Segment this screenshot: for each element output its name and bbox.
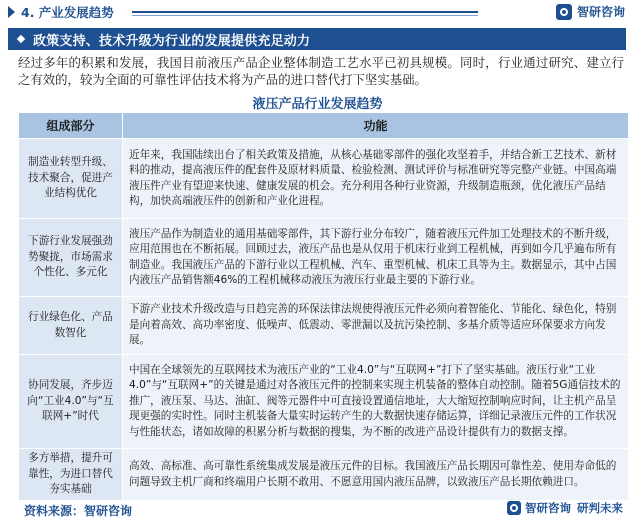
row-function-cell: 下游产业技术升级改造与日趋完善的环保法律法规使得液压元件必须向着智能化、节能化、绿色化，特别是向着高效、高功率密度、低噪声、低震动、零泄漏以及抗污染控制、多基介质等适应环保要求方向发展。 (123, 297, 629, 355)
section-title: 4. 产业发展趋势 (21, 5, 114, 20)
chevron-right-icon (8, 6, 15, 18)
footer-slogan: 研判未来 (577, 501, 623, 515)
source-note: 资料来源：智研咨询 (24, 504, 133, 518)
header-divider-thin (132, 15, 478, 16)
table-row (19, 449, 629, 501)
row-function-cell: 中国在全球领先的互联网技术为液压产业的“工业4.0”与“互联网+”打下了坚实基础。液压行业“工业4.0”与“互联网+”的关键是通过对各液压元件的控制来实现主机装备的整体自动控制。随着5G通信技术的推广，液压泵、马达、油缸、阀等元器件中可直接设置通信地址，大大缩短控制响应时间，让主机产品呈现更强的实时性。同时主机装备大量实时运转产生的大数据快速存储运算，详细记录液压元件的工作状况与性能状态，诸如故障的积累分析与数据的搜集，为不断的改进产品设计提供有力的数据支撑。 (123, 355, 629, 449)
trend-table (18, 112, 629, 501)
top-header (0, 0, 635, 24)
zhiyan-logo-icon (507, 501, 521, 515)
row-part-cell: 行业绿色化、产品数智化 (19, 297, 123, 355)
table-header-row (19, 113, 629, 139)
column-header-function: 功能 (123, 113, 629, 139)
row-function-cell: 近年来，我国陆续出台了相关政策及措施，从核心基础零部件的强化攻坚着手，并结合新工艺技术、新材料的推动，提高液压件的配套件及原材料质量、检验检测、测试评价与标准研究等完整产业链。中国高端液压件产业有望迎来快速、健康发展的机会。充分利用各种行业资源，升级制造瓶颈，优化液压产品结构，加快高端液压件的创新和产业化进程。 (123, 139, 629, 219)
row-part-cell: 制造业转型升级、技术聚合，促进产业结构优化 (19, 139, 123, 219)
row-part-cell: 多方举措，提升可靠性，为进口替代夯实基础 (19, 449, 123, 501)
footer-logo (507, 500, 623, 516)
row-part-cell: 下游行业发展强劲势聚拢，市场需求个性化、多元化 (19, 219, 123, 297)
table-row (19, 219, 629, 297)
intro-paragraph: 经过多年的积累和发展，我国目前液压产品企业整体制造工艺水平已初具规模。同时，行业通过研究、建立行之有效的，较为全面的可靠性评估技术将为产品的进口替代打下坚实基础。 (18, 55, 624, 87)
column-header-part: 组成部分 (19, 113, 123, 139)
table-title: 液压产品行业发展趋势 (252, 97, 383, 112)
brand-name: 智研咨询 (576, 5, 625, 19)
table-row (19, 139, 629, 219)
table-row (19, 297, 629, 355)
table-row (19, 355, 629, 449)
diamond-bullet-icon (17, 35, 25, 43)
section-heading (0, 0, 150, 24)
brand-logo (556, 3, 625, 20)
row-part-cell: 协同发展，齐步迈向“工业4.0”与“互联网+”时代 (19, 355, 123, 449)
topic-banner (8, 28, 626, 50)
zhiyan-logo-icon (556, 4, 572, 20)
header-divider (132, 11, 478, 13)
row-function-cell: 液压产品作为制造业的通用基础零部件，其下游行业分布较广，随着液压元件加工处理技术的不断升级，应用范围也在不断拓展。回顾过去，液压产品也是从仅用于机床行业到工程机械，再到如今几乎遍布所有制造业。我国液压产品的下游行业以工程机械、汽车、重型机械、机床工具等为主。数据显示，其中占国内液压产品销售额46%的工程机械移动液压为液压行业最主要的下游行业。 (123, 219, 629, 297)
footer-brand-name: 智研咨询 (525, 501, 571, 515)
row-function-cell: 高效、高标准、高可靠性系统集成发展是液压元件的目标。我国液压产品长期因可靠性差、使用寿命低的问题导致主机厂商和终端用户长期不敢用、不愿意用国内液压品牌，以致液压产品长期依赖进口。 (123, 449, 629, 501)
banner-title: 政策支持、技术升级为行业的发展提供充足动力 (33, 33, 311, 49)
